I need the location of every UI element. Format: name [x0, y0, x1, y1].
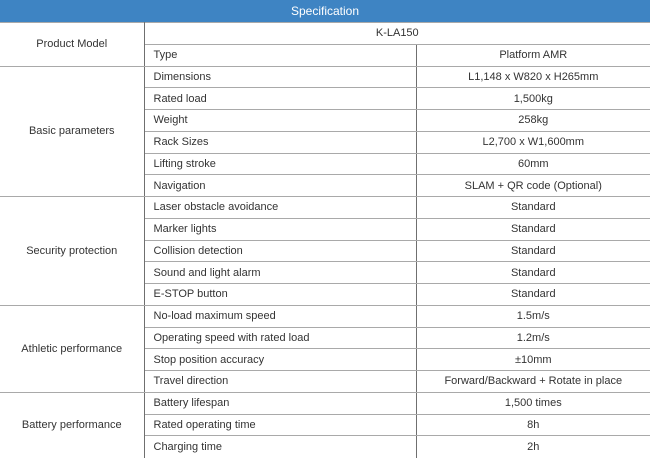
param-label-navigation: Navigation	[144, 175, 416, 197]
param-value-no-load-maximum-speed: 1.5m/s	[416, 305, 650, 327]
param-label-rated-load: Rated load	[144, 88, 416, 110]
param-label-no-load-maximum-speed: No-load maximum speed	[144, 305, 416, 327]
table-title: Specification	[0, 0, 650, 23]
param-value-rack-sizes: L2,700 x W1,600mm	[416, 131, 650, 153]
param-label-stop-position-accuracy: Stop position accuracy	[144, 349, 416, 371]
model-value: K-LA150	[144, 23, 650, 45]
param-value-marker-lights: Standard	[416, 218, 650, 240]
param-label-sound-and-light-alarm: Sound and light alarm	[144, 262, 416, 284]
param-value-travel-direction: Forward/Backward + Rotate in place	[416, 371, 650, 393]
param-value-weight: 258kg	[416, 110, 650, 132]
group-label-basic-parameters: Basic parameters	[0, 66, 144, 197]
param-label-type: Type	[144, 44, 416, 66]
param-label-e-stop-button: E-STOP button	[144, 284, 416, 306]
param-label-rack-sizes: Rack Sizes	[144, 131, 416, 153]
param-label-weight: Weight	[144, 110, 416, 132]
group-label-product-model: Product Model	[0, 23, 144, 67]
table-row	[0, 23, 650, 45]
param-value-stop-position-accuracy: ±10mm	[416, 349, 650, 371]
param-value-dimensions: L1,148 x W820 x H265mm	[416, 66, 650, 88]
param-value-e-stop-button: Standard	[416, 284, 650, 306]
param-label-rated-operating-time: Rated operating time	[144, 414, 416, 436]
param-label-lifting-stroke: Lifting stroke	[144, 153, 416, 175]
param-label-operating-speed-with-rated-load: Operating speed with rated load	[144, 327, 416, 349]
param-value-operating-speed-with-rated-load: 1.2m/s	[416, 327, 650, 349]
param-label-battery-lifespan: Battery lifespan	[144, 392, 416, 414]
param-value-collision-detection: Standard	[416, 240, 650, 262]
param-label-laser-obstacle-avoidance: Laser obstacle avoidance	[144, 197, 416, 219]
group-label-battery-performance: Battery performance	[0, 392, 144, 457]
param-value-rated-load: 1,500kg	[416, 88, 650, 110]
param-value-navigation: SLAM + QR code (Optional)	[416, 175, 650, 197]
param-label-dimensions: Dimensions	[144, 66, 416, 88]
group-label-security-protection: Security protection	[0, 197, 144, 306]
param-value-battery-lifespan: 1,500 times	[416, 392, 650, 414]
table-row	[0, 66, 650, 88]
param-label-charging-time: Charging time	[144, 436, 416, 458]
param-value-sound-and-light-alarm: Standard	[416, 262, 650, 284]
param-label-collision-detection: Collision detection	[144, 240, 416, 262]
table-row	[0, 392, 650, 414]
table-row	[0, 305, 650, 327]
param-label-travel-direction: Travel direction	[144, 371, 416, 393]
table-row	[0, 197, 650, 219]
param-value-rated-operating-time: 8h	[416, 414, 650, 436]
group-label-athletic-performance: Athletic performance	[0, 305, 144, 392]
param-label-marker-lights: Marker lights	[144, 218, 416, 240]
param-value-charging-time: 2h	[416, 436, 650, 458]
param-value-type: Platform AMR	[416, 44, 650, 66]
param-value-lifting-stroke: 60mm	[416, 153, 650, 175]
param-value-laser-obstacle-avoidance: Standard	[416, 197, 650, 219]
title-row	[0, 0, 650, 23]
